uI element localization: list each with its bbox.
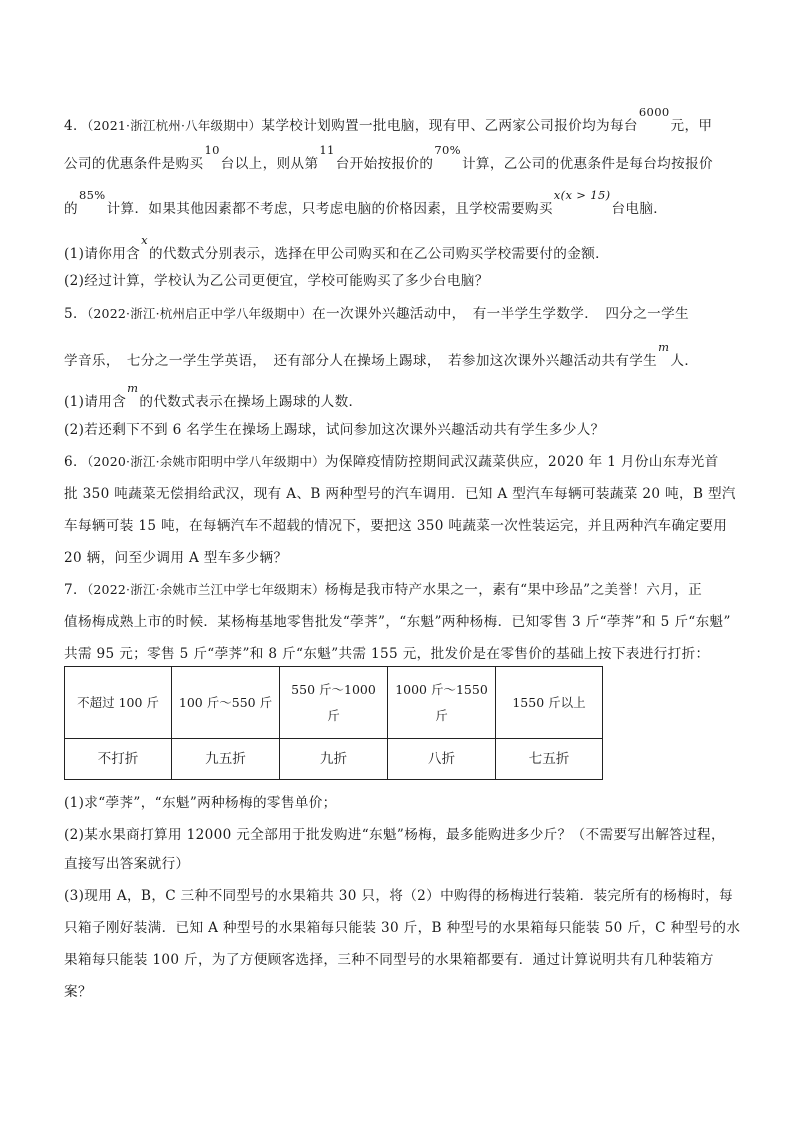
q7-number: 7． <box>64 582 87 598</box>
q5-line-2: 学音乐， 七分之一学生学英语， 还有部分人在操场上踢球， 若参加这次课外兴趣活动共有学生m人． <box>64 340 699 369</box>
q4-source: （2021·浙江杭州·八年级期中） <box>86 118 262 133</box>
header-cell: 1000 斤～1550 斤 <box>388 667 496 739</box>
q5-line-1: 5．（2022·浙江·杭州启正中学八年级期中）在一次课外兴趣活动中， 有一半学生学数学． 四分之一学生 <box>64 306 689 322</box>
q5-source: （2022·浙江·杭州启正中学八年级期中） <box>86 306 313 321</box>
q5-sub-2: (2)若还剩下不到 6 名学生在操场上踢球，试问参加这次课外兴趣活动共有学生多少人？ <box>64 422 605 438</box>
q6-line-2: 批 350 吨蔬菜无偿捐给武汉，现有 A、B 两种型号的汽车调用．已知 A 型汽车每辆可装蔬菜 20 吨，B 型汽 <box>64 486 736 502</box>
q7-line-2: 值杨梅成熟上市的时候．某杨梅基地零售批发“荸荠”，“东魁”两种杨梅．已知零售 3 斤“荸荠”和 5 斤“东魁” <box>64 614 731 630</box>
q7-line-1: 7．（2022·浙江·余姚市兰江中学七年级期末）杨梅是我市特产水果之一，素有“果中珍品”之美誉！六月，正 <box>64 582 703 598</box>
q7-sub-3b: 只箱子刚好装满．已知 A 种型号的水果箱每只能装 30 斤，B 种型号的水果箱每只能装 50 斤，C 种型号的水 <box>64 920 741 936</box>
q5-number: 5． <box>64 306 87 322</box>
value-cell: 八折 <box>388 739 496 780</box>
discount-table-header-row <box>65 667 603 739</box>
q7-sub-3a: (3)现用 A，B，C 三种不同型号的水果箱共 30 只，将（2）中购得的杨梅进行装箱．装完所有的杨梅时，每 <box>64 888 733 904</box>
value-cell: 九五折 <box>172 739 280 780</box>
q7-sub-2a: (2)某水果商打算用 12000 元全部用于批发购进“东魁”杨梅，最多能购进多少斤？（不需要写出解答过程， <box>64 827 725 843</box>
q4-line-3: 的85%计算．如果其他因素都不考虑，只考虑电脑的价格因素，且学校需要购买x(x > 15)台电脑． <box>64 188 668 217</box>
q5-sub-1: (1)请用含m的代数式表示在操场上踢球的人数． <box>64 381 363 410</box>
q4-line-2: 公司的优惠条件是购买10台以上，则从第11台开始按报价的70%计算，乙公司的优惠条件是每台均按报价 <box>64 143 713 172</box>
q6-line-4: 20 辆，问至少调用 A 型车多少辆？ <box>64 550 288 566</box>
q7-sub-3c: 果箱每只能装 100 斤，为了方便顾客选择，三种不同型号的水果箱都要有．通过计算说明共有几种装箱方 <box>64 952 714 968</box>
q7-sub-1: (1)求“荸荠”，“东魁”两种杨梅的零售单价； <box>64 795 337 811</box>
discount-table-value-row <box>65 739 603 780</box>
header-cell: 100 斤～550 斤 <box>172 667 280 739</box>
q6-line-3: 车每辆可装 15 吨，在每辆汽车不超载的情况下，要把这 350 吨蔬菜一次性装运完，并且两种汽车确定要用 <box>64 518 728 534</box>
discount-table <box>64 666 603 780</box>
q4-number: 4． <box>64 118 87 134</box>
q7-source: （2022·浙江·余姚市兰江中学七年级期末） <box>86 582 325 597</box>
value-cell: 九折 <box>280 739 388 780</box>
q7-sub-3d: 案？ <box>64 984 92 1000</box>
header-cell: 550 斤～1000 斤 <box>280 667 388 739</box>
q6-source: （2020·浙江·余姚市阳明中学八年级期中） <box>86 454 325 469</box>
value-cell: 七五折 <box>496 739 603 780</box>
q4-sub-1: (1)请你用含x的代数式分别表示，选择在甲公司购买和在乙公司购买学校需要付的金额． <box>64 233 610 262</box>
q7-sub-2b: 直接写出答案就行） <box>64 856 190 872</box>
value-cell: 不打折 <box>65 739 172 780</box>
header-cell: 不超过 100 斤 <box>65 667 172 739</box>
q4-sub-2: (2)经过计算，学校认为乙公司更便宜，学校可能购买了多少台电脑？ <box>64 273 489 289</box>
q4-price: 6000 <box>638 105 670 119</box>
q6-number: 6． <box>64 454 87 470</box>
q4-line-1: 4．（2021·浙江杭州·八年级期中）某学校计划购置一批电脑，现有甲、乙两家公司报价均为每台6000元，甲 <box>64 105 713 134</box>
q6-line-1: 6．（2020·浙江·余姚市阳明中学八年级期中）为保障疫情防控期间武汉蔬菜供应，2020 年 1 月份山东寿光首 <box>64 454 719 470</box>
q7-line-3: 共需 95 元；零售 5 斤“荸荠”和 8 斤“东魁”共需 155 元，批发价是在零售价的基础上按下表进行打折： <box>64 646 710 662</box>
header-cell: 1550 斤以上 <box>496 667 603 739</box>
